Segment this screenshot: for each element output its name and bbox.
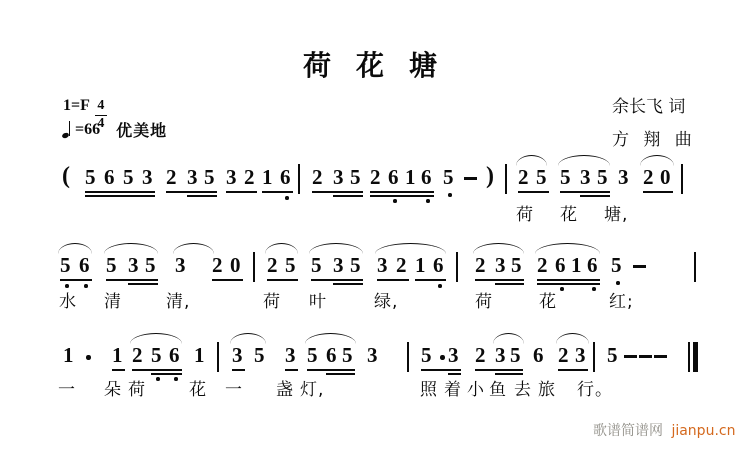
watermark — [593, 420, 735, 440]
beam — [333, 195, 363, 197]
slur-arc — [640, 155, 674, 166]
page-title: 荷 花 塘 — [302, 51, 446, 82]
note: 3 — [333, 165, 344, 189]
note: 6 — [280, 165, 291, 189]
note: 2 — [396, 253, 407, 277]
note: 2 — [475, 343, 486, 367]
watermark-url: jianpu.cn — [671, 423, 736, 439]
note: 1 — [112, 343, 123, 367]
lyric-syllable: 荷 — [516, 205, 534, 225]
note: 1 — [63, 343, 74, 367]
note: 3 — [580, 165, 591, 189]
tempo-value: =66 — [75, 120, 101, 138]
note: 3 — [175, 253, 186, 277]
low-octave-dot — [448, 193, 452, 197]
lyricist-credit: 余长飞 词 — [612, 97, 686, 117]
note: 5 — [307, 343, 318, 367]
note: 5 — [611, 253, 622, 277]
beam — [85, 191, 155, 193]
note: 6 — [104, 165, 115, 189]
note: 5 — [350, 165, 361, 189]
barline — [694, 252, 696, 282]
slur-arc — [104, 243, 158, 254]
lyric-syllable: 荷 — [263, 292, 281, 312]
lyric-syllable: 一 — [58, 380, 76, 400]
beam — [580, 195, 610, 197]
low-octave-dot — [592, 287, 596, 291]
augmentation-dot — [86, 355, 91, 360]
note: 5 — [254, 343, 265, 367]
note: 3 — [226, 165, 237, 189]
lyric-syllable: 着 — [444, 380, 462, 400]
beam — [518, 191, 549, 193]
barline — [505, 164, 507, 194]
lyric-syllable: 水 — [59, 292, 77, 312]
lyric-syllable: 朵 — [104, 380, 122, 400]
note: 2 — [643, 165, 654, 189]
rest-note: 0 — [660, 165, 671, 189]
lyric-syllable: 小 — [467, 380, 485, 400]
note: 6 — [326, 343, 337, 367]
slur-arc — [58, 243, 92, 254]
note: 3 — [187, 165, 198, 189]
barline — [456, 252, 458, 282]
note: 6 — [555, 253, 566, 277]
note: 3 — [367, 343, 378, 367]
slur-arc — [535, 243, 600, 254]
lyric-syllable: 去 — [514, 380, 532, 400]
slur-arc — [375, 243, 446, 254]
barline — [217, 342, 219, 372]
key-signature: 1=F — [63, 97, 90, 115]
note: 1 — [571, 253, 582, 277]
duration-dash — [633, 265, 646, 268]
beam — [267, 279, 298, 281]
beam — [326, 373, 355, 375]
barline — [253, 252, 255, 282]
slur-arc — [558, 155, 610, 166]
beam — [370, 195, 434, 197]
barline — [298, 164, 300, 194]
mood-marking: 优美地 — [116, 121, 168, 140]
lyric-syllable: 一 — [225, 380, 243, 400]
note: 3 — [285, 343, 296, 367]
duration-dash — [464, 177, 477, 180]
beam — [85, 195, 155, 197]
note: 5 — [60, 253, 71, 277]
low-octave-dot — [426, 199, 430, 203]
beam — [415, 279, 446, 281]
beam — [558, 369, 588, 371]
lyric-syllable: 清, — [166, 292, 191, 312]
note: 5 — [597, 165, 608, 189]
note: 3 — [333, 253, 344, 277]
beam — [537, 283, 600, 285]
duration-dash — [654, 355, 667, 358]
beam — [132, 369, 182, 371]
rest-note: 0 — [230, 253, 241, 277]
note: 5 — [536, 165, 547, 189]
lyric-syllable: 花 — [560, 205, 578, 225]
lyric-syllable: 塘, — [604, 205, 629, 225]
beam — [475, 369, 523, 371]
lyric-syllable: 盏 — [276, 380, 294, 400]
note: 2 — [518, 165, 529, 189]
low-octave-dot — [174, 377, 178, 381]
duration-dash — [639, 355, 652, 358]
slur-arc — [516, 155, 547, 166]
note: 5 — [342, 343, 353, 367]
beam — [333, 283, 363, 285]
lyric-syllable: 灯, — [300, 380, 325, 400]
slur-arc — [265, 243, 298, 254]
note: 3 — [495, 343, 506, 367]
beam — [212, 279, 243, 281]
final-barline-thick — [693, 342, 698, 372]
lyric-syllable: 绿, — [374, 292, 399, 312]
slur-arc — [556, 333, 589, 344]
lyric-syllable: 行。 — [577, 380, 613, 400]
note: 5 — [151, 343, 162, 367]
lyric-syllable: 红; — [609, 292, 634, 312]
parenthesis: ( — [62, 163, 70, 189]
slur-arc — [309, 243, 363, 254]
note: 6 — [388, 165, 399, 189]
note: 1 — [262, 165, 273, 189]
beam — [421, 369, 461, 371]
note: 5 — [511, 253, 522, 277]
beam — [560, 191, 610, 193]
note: 2 — [370, 165, 381, 189]
note: 6 — [433, 253, 444, 277]
beam — [312, 191, 363, 193]
note: 3 — [128, 253, 139, 277]
beam — [643, 191, 673, 193]
slur-arc — [473, 243, 524, 254]
note: 3 — [495, 253, 506, 277]
note: 5 — [510, 343, 521, 367]
beam — [475, 279, 524, 281]
beam — [285, 369, 298, 371]
barline — [681, 164, 683, 194]
barline — [593, 342, 595, 372]
note: 5 — [311, 253, 322, 277]
note: 3 — [448, 343, 459, 367]
barline — [407, 342, 409, 372]
note: 2 — [244, 165, 255, 189]
lyric-syllable: 荷 — [475, 292, 493, 312]
beam — [112, 369, 125, 371]
lyric-syllable: 清 — [104, 292, 122, 312]
note: 1 — [405, 165, 416, 189]
note: 2 — [132, 343, 143, 367]
note: 5 — [85, 165, 96, 189]
low-octave-dot — [84, 284, 88, 288]
note: 6 — [79, 253, 90, 277]
note: 5 — [145, 253, 156, 277]
note: 5 — [560, 165, 571, 189]
low-octave-dot — [560, 287, 564, 291]
note: 5 — [350, 253, 361, 277]
parenthesis: ) — [486, 163, 494, 189]
duration-dash — [624, 355, 637, 358]
beam — [307, 369, 355, 371]
beam — [377, 279, 409, 281]
note: 5 — [443, 165, 454, 189]
beam — [166, 191, 217, 193]
note: 6 — [533, 343, 544, 367]
note: 1 — [415, 253, 426, 277]
beam — [128, 283, 158, 285]
note: 5 — [123, 165, 134, 189]
final-barline-thin — [688, 342, 690, 372]
note: 2 — [558, 343, 569, 367]
beam — [187, 195, 217, 197]
note: 5 — [607, 343, 618, 367]
augmentation-dot — [440, 355, 445, 360]
note: 6 — [421, 165, 432, 189]
time-numerator: 4 — [97, 98, 105, 113]
slur-arc — [230, 333, 266, 344]
note: 3 — [232, 343, 243, 367]
watermark-site-name: 歌谱简谱网 — [593, 423, 663, 439]
note: 1 — [194, 343, 205, 367]
lyric-syllable: 叶 — [309, 292, 327, 312]
lyric-syllable: 照 — [420, 380, 438, 400]
low-octave-dot — [156, 377, 160, 381]
low-octave-dot — [393, 199, 397, 203]
lyric-syllable: 荷 — [128, 380, 146, 400]
note: 3 — [377, 253, 388, 277]
note: 6 — [587, 253, 598, 277]
note: 2 — [475, 253, 486, 277]
note: 2 — [312, 165, 323, 189]
lyric-syllable: 花 — [189, 380, 207, 400]
note: 2 — [166, 165, 177, 189]
beam — [537, 279, 600, 281]
note: 5 — [285, 253, 296, 277]
beam — [60, 279, 92, 281]
beam — [495, 283, 524, 285]
note: 2 — [537, 253, 548, 277]
note: 6 — [169, 343, 180, 367]
slur-arc — [130, 333, 182, 344]
beam — [262, 191, 293, 193]
note: 5 — [204, 165, 215, 189]
composer-credit: 方 翔 曲 — [612, 130, 692, 150]
slur-arc — [173, 243, 214, 254]
note: 3 — [575, 343, 586, 367]
beam — [106, 279, 158, 281]
note: 2 — [267, 253, 278, 277]
note: 3 — [618, 165, 629, 189]
lyric-syllable: 鱼 — [489, 380, 507, 400]
low-octave-dot — [285, 196, 289, 200]
note: 5 — [106, 253, 117, 277]
lyric-syllable: 花 — [539, 292, 557, 312]
beam — [151, 373, 182, 375]
low-octave-dot — [438, 284, 442, 288]
beam — [232, 369, 245, 371]
beam — [226, 191, 257, 193]
time-denominator: 4 — [97, 116, 105, 132]
note: 5 — [421, 343, 432, 367]
low-octave-dot — [616, 281, 620, 285]
slur-arc — [493, 333, 524, 344]
slur-arc — [305, 333, 356, 344]
beam — [370, 191, 434, 193]
lyric-syllable: 旅 — [538, 380, 556, 400]
beam — [311, 279, 363, 281]
note: 3 — [142, 165, 153, 189]
note: 2 — [212, 253, 223, 277]
